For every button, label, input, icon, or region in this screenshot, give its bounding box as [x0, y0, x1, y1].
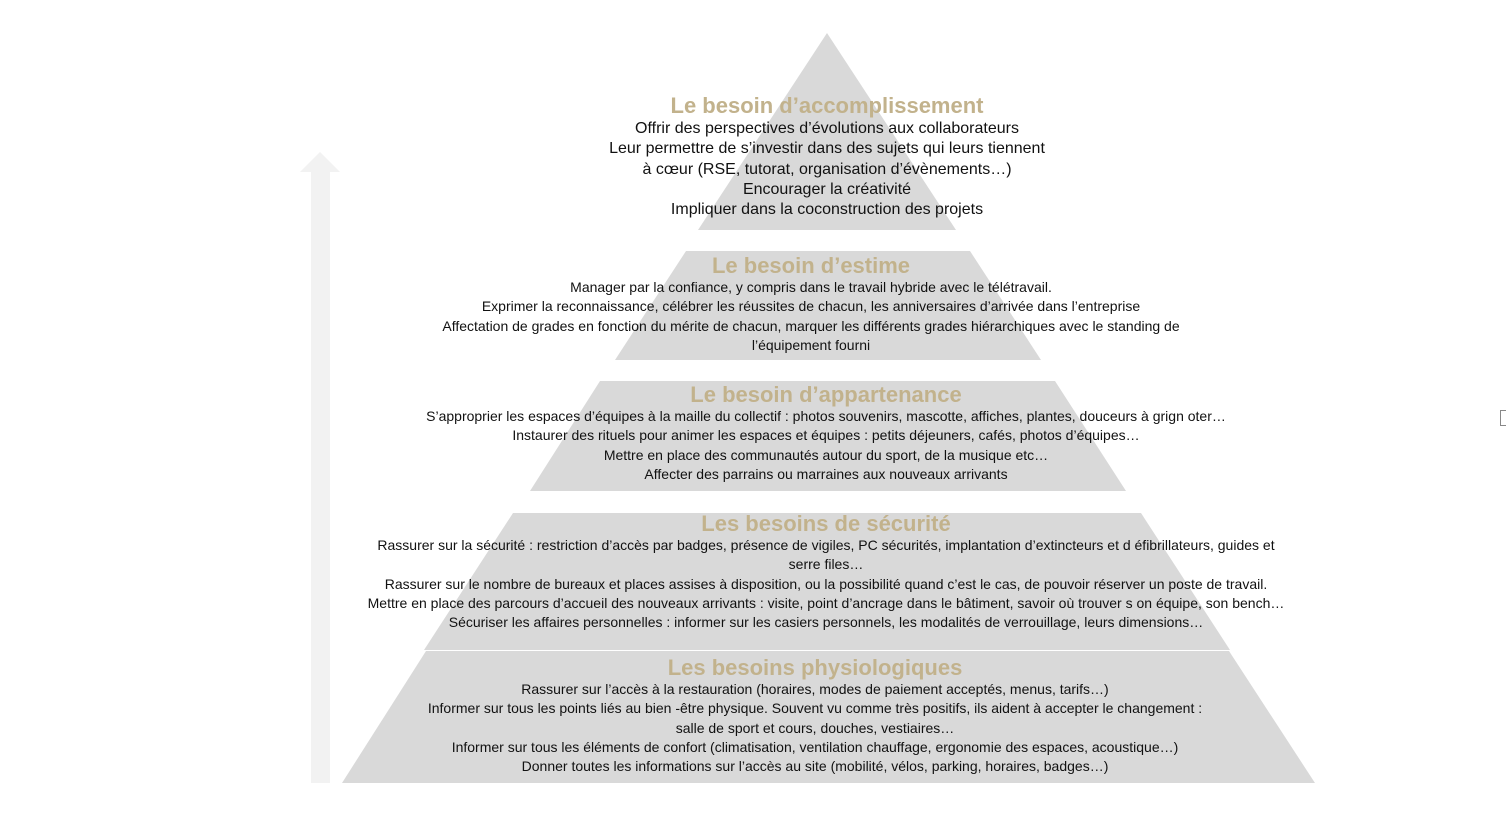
level-line: Mettre en place des communautés autour du sport, de la musique etc… — [603, 446, 1049, 463]
level-line: Rassurer sur la sécurité : restriction d’accès par badges, présence de vigiles, PC sécurités, implantation d’extincteurs et d éfibrillateurs, guides et — [377, 537, 1275, 553]
level-line: serre files… — [788, 556, 864, 573]
level-title: Le besoin d’accomplissement — [670, 93, 984, 118]
level-line: Encourager la créativité — [742, 180, 912, 198]
level-appartenance — [426, 383, 1226, 484]
level-line: Informer sur tous les éléments de confort (climatisation, ventilation chauffage, ergonomie des espaces, acoustique…) — [451, 738, 1179, 755]
level-line: Sécuriser les affaires personnelles : informer sur les casiers personnels, les modalités de verrouillage, leurs dimensions… — [448, 614, 1204, 631]
level-line: salle de sport et cours, douches, vestiaires… — [675, 719, 955, 736]
level-line: S’approprier les espaces d’équipes à la maille du collectif : photos souvenirs, mascotte, affiches, plantes, douceurs à grign oter… — [426, 408, 1226, 424]
level-title: Les besoins physiologiques — [667, 655, 963, 680]
level-accomplissement — [609, 93, 1045, 220]
level-line: Donner toutes les informations sur l’accès au site (mobilité, vélos, parking, horaires, badges…) — [521, 758, 1109, 775]
level-line: Affectation de grades en fonction du mérite de chacun, marquer les différents grades hiérarchiques avec le standing de — [442, 317, 1180, 334]
level-securite — [368, 512, 1285, 632]
level-estime — [442, 254, 1179, 355]
bracket-mark — [1500, 410, 1506, 426]
level-line: Offrir des perspectives d’évolutions aux collaborateurs — [635, 120, 1019, 137]
level-line: Impliquer dans la coconstruction des projets — [670, 201, 984, 219]
level-line: Affecter des parrains ou marraines aux nouveaux arrivants — [644, 465, 1008, 482]
level-line: Instaurer des rituels pour animer les espaces et équipes : petits déjeuners, cafés, photos d’équipes… — [512, 427, 1140, 444]
level-title: Le besoin d’appartenance — [690, 382, 962, 407]
level-title: Le besoin d’estime — [711, 253, 911, 278]
level-line: Mettre en place des parcours d’accueil des nouveaux arrivants : visite, point d’ancrage dans le bâtiment, savoir où trouver s on équipe, son bench… — [367, 594, 1285, 611]
level-line: Manager par la confiance, y compris dans le travail hybride avec le télétravail. — [570, 279, 1052, 295]
level-line: Leur permettre de s’investir dans des sujets qui leurs tiennent — [609, 140, 1045, 158]
level-line: Informer sur tous les points liés au bien -être physique. Souvent vu comme très positifs, ils aident à accepter le changement : — [427, 700, 1203, 717]
level-line: l’équipement fourni — [751, 336, 871, 353]
level-line: Exprimer la reconnaissance, célébrer les réussites de chacun, les anniversaires d’arrivée dans l’entreprise — [481, 298, 1141, 315]
level-physiologiques — [428, 656, 1202, 776]
level-line: Rassurer sur l’accès à la restauration (horaires, modes de paiement acceptés, menus, tarifs…) — [521, 681, 1109, 697]
level-line: à cœur (RSE, tutorat, organisation d’évènements…) — [642, 160, 1012, 178]
ascending-arrow — [300, 152, 340, 783]
level-line: Rassurer sur le nombre de bureaux et places assises à disposition, ou la possibilité quand c’est le cas, de pouvoir réserver un poste de travail. — [384, 575, 1268, 592]
level-title: Les besoins de sécurité — [701, 511, 951, 536]
